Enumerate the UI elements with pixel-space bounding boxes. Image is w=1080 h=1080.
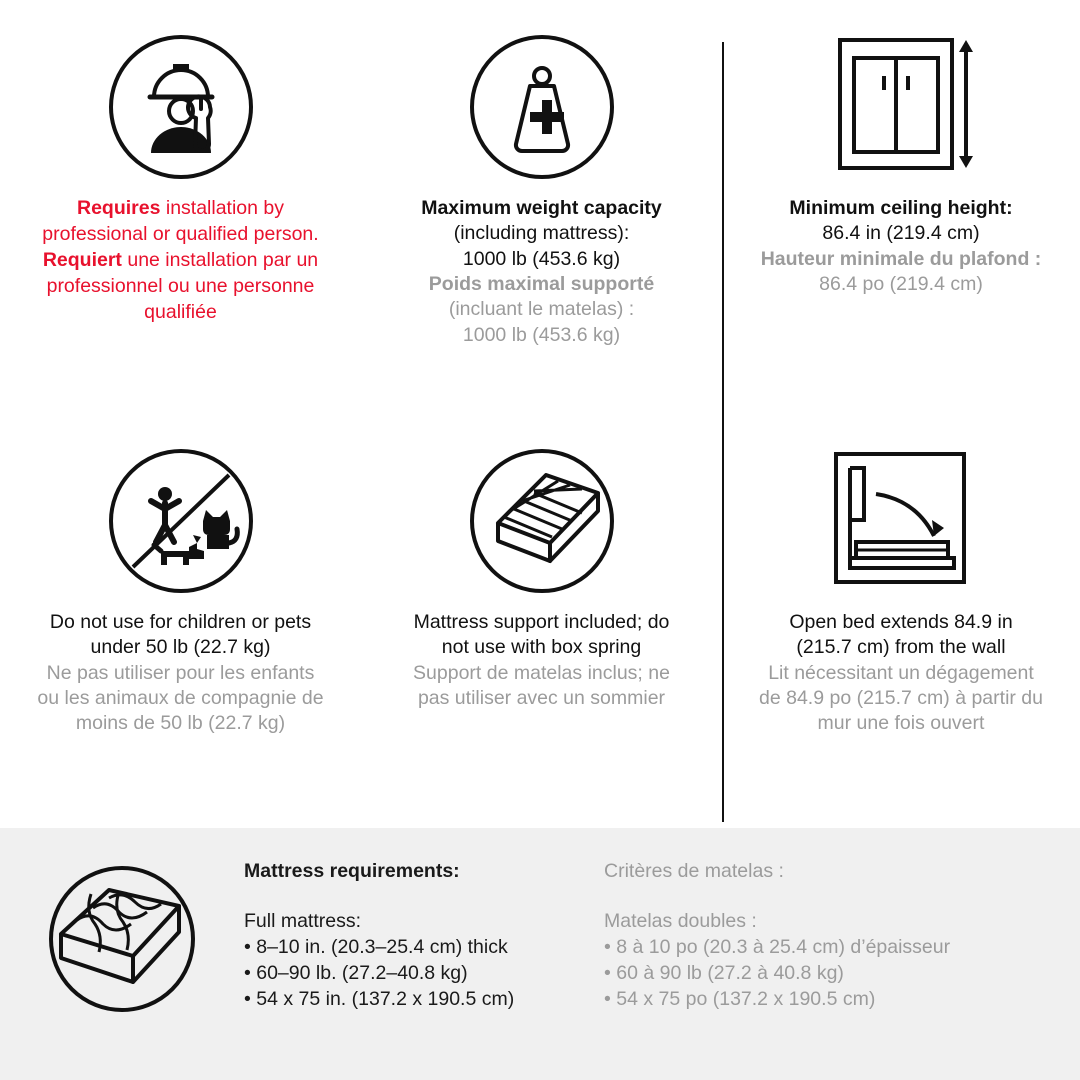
mattress-line-en-2: • 60–90 lb. (27.2–40.8 kg) <box>244 961 468 984</box>
ceiling-text-en-2: 86.4 in (219.4 cm) <box>822 222 980 245</box>
ceiling-text-fr-2: 86.4 po (219.4 cm) <box>819 273 983 296</box>
mattress-support-icon <box>468 414 616 610</box>
installer-icon <box>107 0 255 196</box>
mattress-line-en-1: • 8–10 in. (20.3–25.4 cm) thick <box>244 935 508 958</box>
cell-mattress-support-caption <box>387 610 696 711</box>
cell-bed-clearance-caption <box>733 610 1069 737</box>
support-text-en-2: not use with box spring <box>441 636 642 659</box>
ceiling-text-en-1: Minimum ceiling height: <box>789 197 1013 219</box>
cell-bed-clearance <box>722 414 1080 828</box>
vertical-divider <box>722 42 724 822</box>
pets-text-fr-3: moins de 50 lb (22.7 kg) <box>75 712 286 735</box>
cell-no-children-pets <box>0 414 361 828</box>
weight-text-en-2: (including mattress): <box>453 222 630 245</box>
cell-installer <box>0 0 361 414</box>
no-children-pets-icon <box>107 414 255 610</box>
cell-weight-caption <box>395 196 688 348</box>
weight-text-fr-1: Poids maximal supporté <box>428 273 655 296</box>
installer-text-fr: Requiert une installation par un professionnel ou une personne qualifiée <box>42 248 319 323</box>
weight-text-en-1: Maximum weight capacity <box>421 197 662 219</box>
mattress-line-fr-1: • 8 à 10 po (20.3 à 25.4 cm) d’épaisseur <box>604 935 951 958</box>
mattress-line-fr-2: • 60 à 90 lb (27.2 à 40.8 kg) <box>604 961 844 984</box>
weight-icon <box>468 0 616 196</box>
cell-ceiling-caption <box>735 196 1068 297</box>
weight-text-en-3: 1000 lb (453.6 kg) <box>462 247 621 270</box>
cell-weight <box>361 0 722 414</box>
mattress-requirements-title-fr: Critères de matelas : <box>604 860 784 882</box>
mattress-subtitle-fr: Matelas doubles : <box>604 910 757 932</box>
mattress-line-en-3: • 54 x 75 in. (137.2 x 190.5 cm) <box>244 987 515 1010</box>
ceiling-text-fr-1: Hauteur minimale du plafond : <box>760 247 1042 270</box>
clearance-text-fr-2: de 84.9 po (215.7 cm) à partir du <box>759 687 1043 710</box>
pets-text-en-1: Do not use for children or pets <box>49 611 312 633</box>
clearance-text-fr-3: mur une fois ouvert <box>817 712 985 735</box>
clearance-text-fr-1: Lit nécessitant un dégagement <box>768 661 1034 684</box>
pets-text-fr-2: ou les animaux de compagnie de <box>37 687 324 710</box>
support-text-fr-2: pas utiliser avec un sommier <box>417 687 666 710</box>
pets-text-fr-1: Ne pas utiliser pour les enfants <box>46 661 315 684</box>
mattress-icon <box>0 828 244 1014</box>
clearance-text-en-2: (215.7 cm) from the wall <box>796 636 1006 659</box>
clearance-text-en-1: Open bed extends 84.9 in <box>789 611 1013 633</box>
mattress-requirements-en <box>244 828 604 1013</box>
installer-text-en: Requires installation by professional or qualified person. <box>42 197 319 245</box>
cell-mattress-support <box>361 414 722 828</box>
weight-text-fr-3: 1000 lb (453.6 kg) <box>462 323 621 346</box>
weight-text-fr-2: (incluant le matelas) : <box>448 298 635 321</box>
cell-no-children-pets-caption <box>11 610 349 737</box>
mattress-subtitle-en: Full mattress: <box>244 910 362 932</box>
mattress-line-fr-3: • 54 x 75 po (137.2 x 190.5 cm) <box>604 987 876 1010</box>
mattress-requirements-title-en: Mattress requirements: <box>244 860 460 882</box>
pets-text-en-2: under 50 lb (22.7 kg) <box>90 636 271 659</box>
cell-installer-caption <box>0 196 361 326</box>
support-text-en-1: Mattress support included; do <box>413 611 670 633</box>
support-text-fr-1: Support de matelas inclus; ne <box>413 661 670 684</box>
mattress-requirements-band <box>0 828 1080 1080</box>
right-column <box>722 0 1080 828</box>
mattress-requirements-fr <box>604 828 1064 1013</box>
ceiling-height-icon <box>826 0 976 196</box>
bed-clearance-icon <box>826 414 976 610</box>
cell-ceiling <box>722 0 1080 414</box>
